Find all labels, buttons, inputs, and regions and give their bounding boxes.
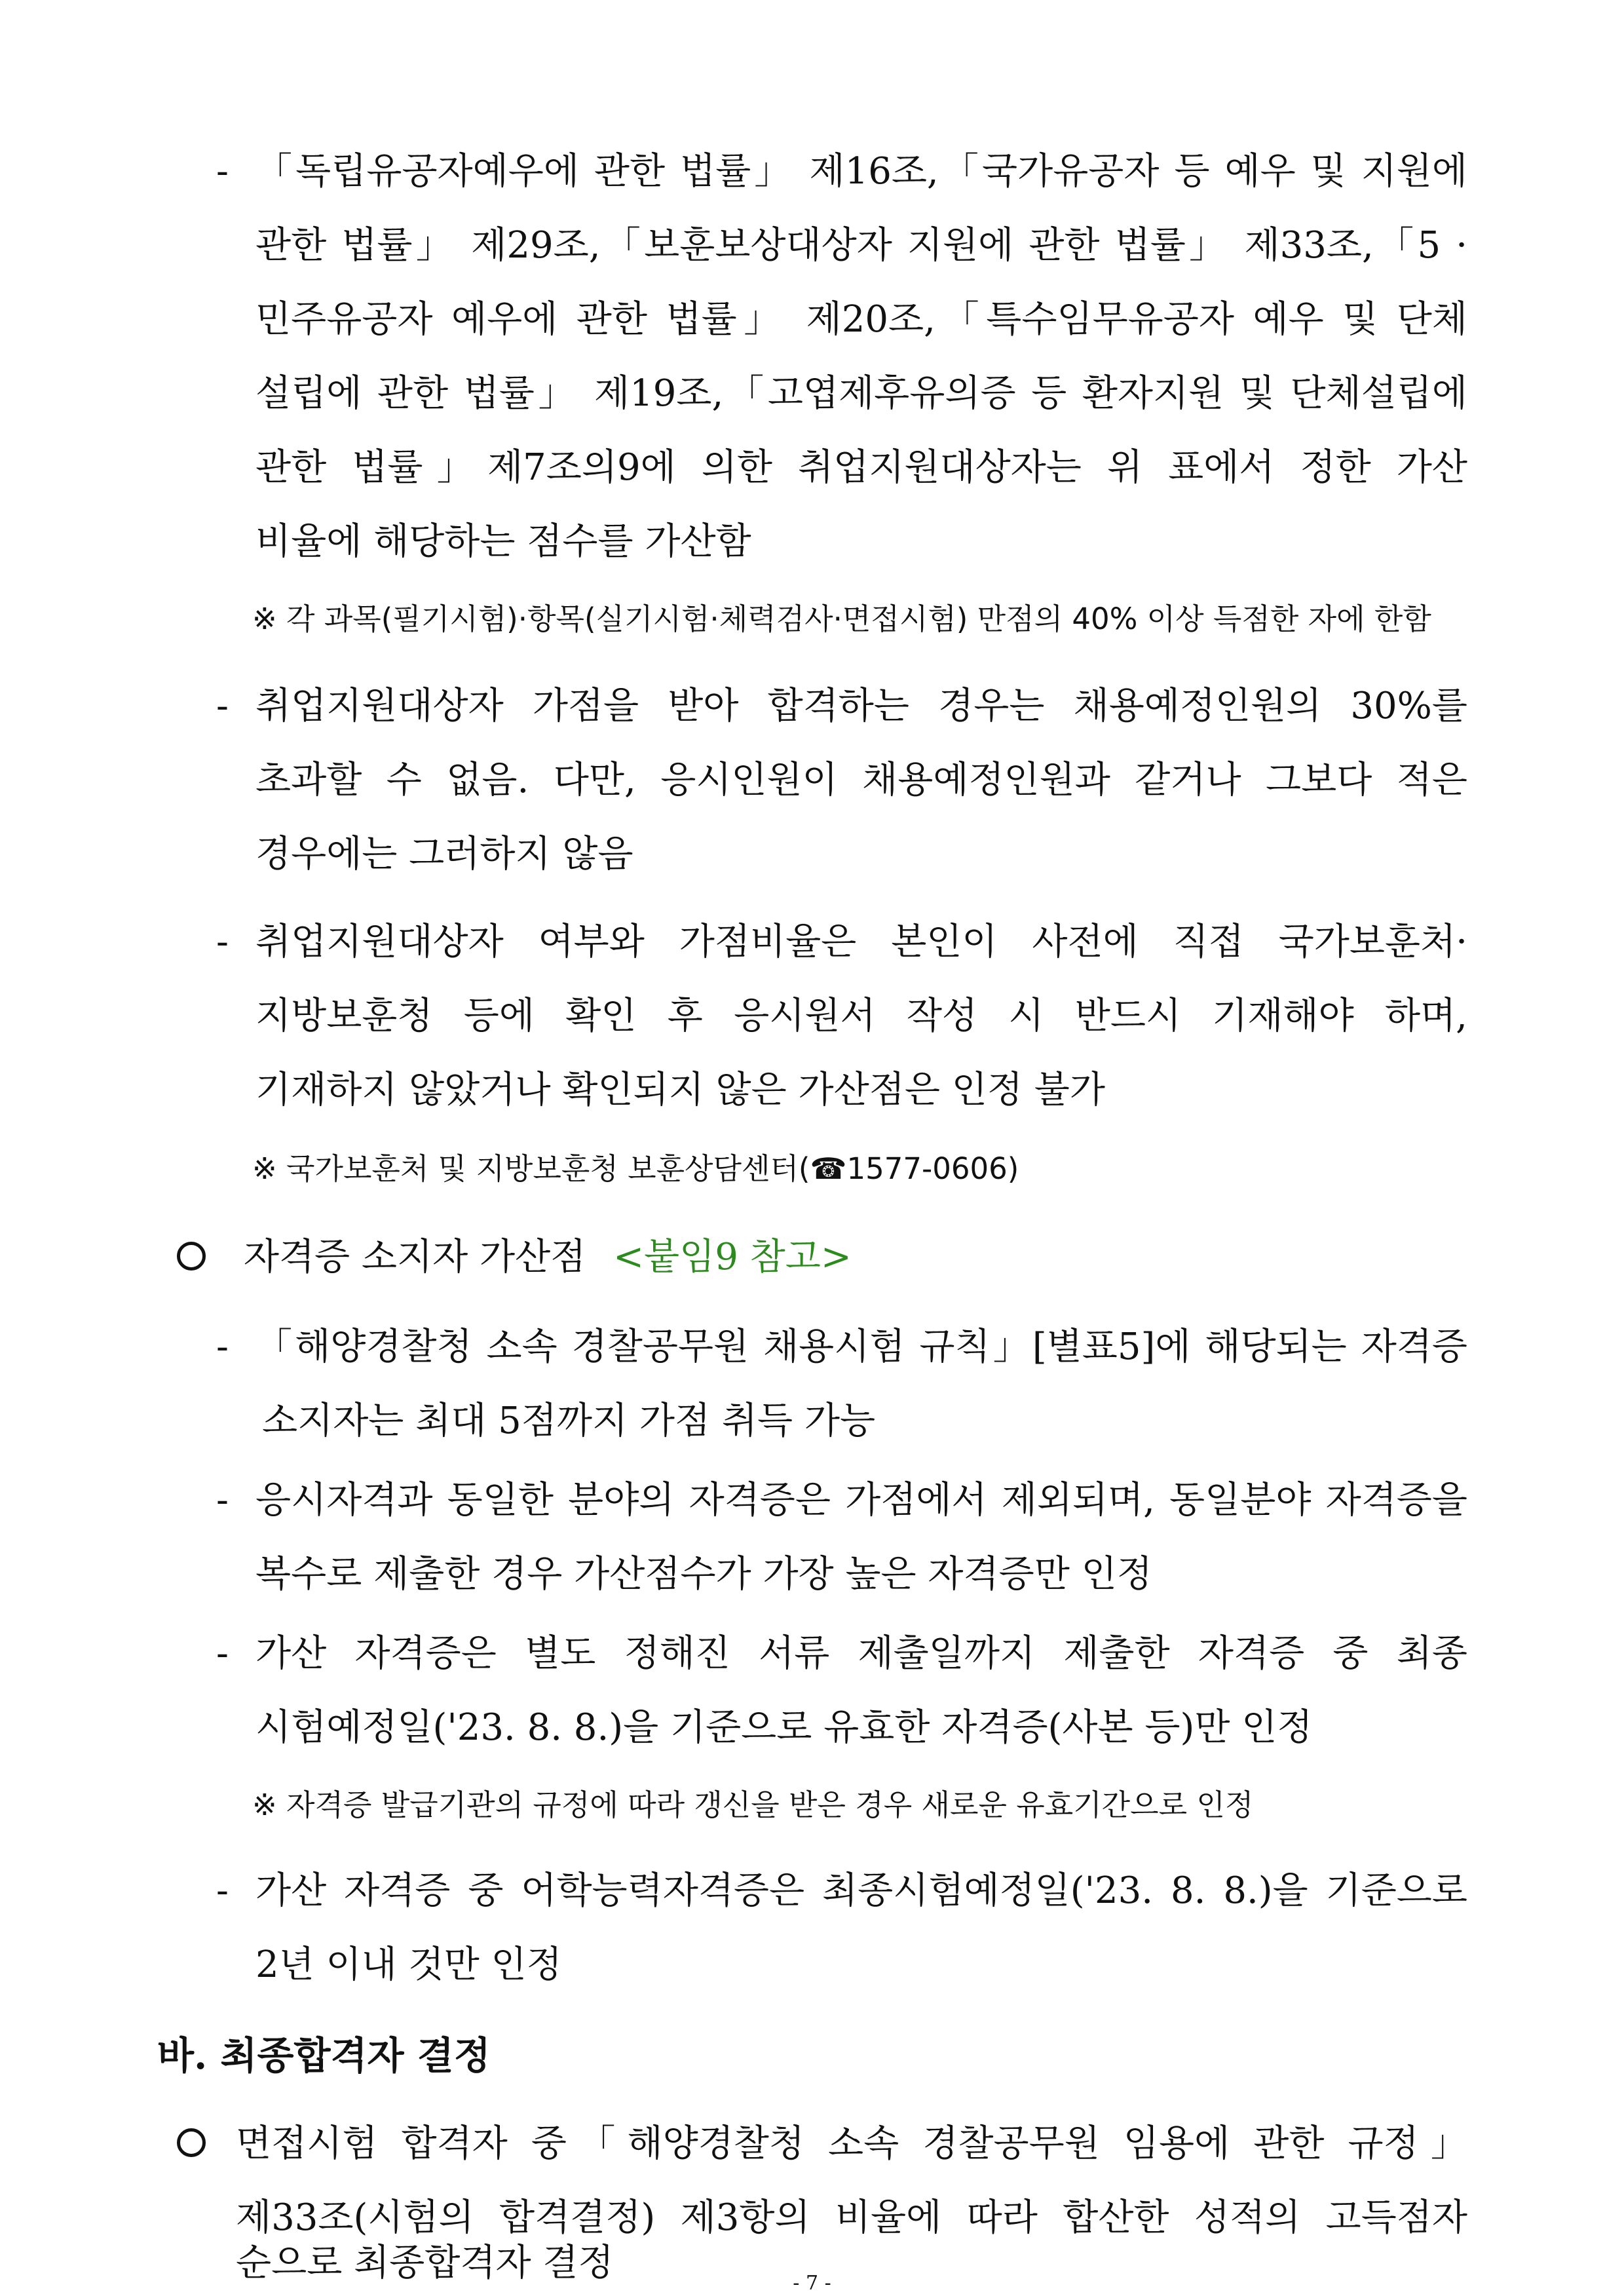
text-line: 가산 자격증 중 어학능력자격증은 최종시험예정일('23. 8. 8.)을 기준으로: [255, 1869, 1467, 1912]
circle-bullet-icon: [177, 1242, 206, 1271]
circle-bullet-icon: [177, 2128, 206, 2157]
text-line: 비율에 해당하는 점수를 가산함: [255, 520, 751, 563]
text-line: 취업지원대상자 여부와 가점비율은 본인이 사전에 직접 국가보훈처·: [255, 921, 1467, 963]
text-line: 제33조(시험의 합격결정) 제3항의 비율에 따라 합산한 성적의 고득점자: [236, 2196, 1467, 2239]
text-line: 순으로 최종합격자 결정: [236, 2242, 614, 2284]
text-line: 면접시험 합격자 중「해양경찰청 소속 경찰공무원 임용에 관한 규정」: [236, 2122, 1467, 2165]
text-line: 「해양경찰청 소속 경찰공무원 채용시험 규칙」[별표5]에 해당되는 자격증: [255, 1326, 1467, 1368]
attachment-reference: <붙임9 참고>: [613, 1236, 852, 1278]
dash-marker: -: [216, 1479, 229, 1521]
dash-marker: -: [216, 921, 229, 963]
text-line: 「독립유공자예우에 관한 법률」 제16조,「국가유공자 등 예우 및 지원에: [255, 150, 1467, 193]
text-line: 복수로 제출한 경우 가산점수가 가장 높은 자격증만 인정: [255, 1553, 1152, 1596]
text-line: 취업지원대상자 가점을 받아 합격하는 경우는 채용예정인원의 30%를: [255, 685, 1467, 727]
text-line: 2년 이내 것만 인정: [255, 1943, 562, 1986]
text-line: 관한 법률」제7조의9에 의한 취업지원대상자는 위 표에서 정한 가산: [255, 446, 1467, 489]
section-heading: 바. 최종합격자 결정: [157, 2033, 491, 2078]
text-line: 가산 자격증은 별도 정해진 서류 제출일까지 제출한 자격증 중 최종: [255, 1632, 1467, 1675]
text-line: 경우에는 그러하지 않음: [255, 833, 633, 875]
section-license-heading: [177, 1234, 852, 1281]
note: ※ 자격증 발급기관의 규정에 따라 갱신을 받은 경우 새로운 유효기간으로 인정: [252, 1788, 1254, 1822]
note: ※ 각 과목(필기시험)·항목(실기시험·체력검사·면접시험) 만점의 40% 이상 득점한 자에 한함: [252, 602, 1431, 636]
text-line: 초과할 수 없음. 다만, 응시인원이 채용예정인원과 같거나 그보다 적은: [255, 759, 1467, 801]
text-line: 기재하지 않았거나 확인되지 않은 가산점은 인정 불가: [255, 1069, 1105, 1111]
text-line: 시험예정일('23. 8. 8.)을 기준으로 유효한 자격증(사본 등)만 인정: [255, 1706, 1313, 1749]
dash-marker: -: [216, 150, 229, 193]
final-first-line: [177, 2120, 206, 2168]
dash-marker: -: [216, 685, 229, 727]
note: ※ 국가보훈처 및 지방보훈청 보훈상담센터(☎1577-0606): [252, 1151, 1019, 1186]
text-line: 지방보훈청 등에 확인 후 응시원서 작성 시 반드시 기재해야 하며,: [255, 995, 1467, 1037]
text-line: 응시자격과 동일한 분야의 자격증은 가점에서 제외되며, 동일분야 자격증을: [255, 1479, 1467, 1521]
text-line: 소지자는 최대 5점까지 가점 취득 가능: [262, 1400, 876, 1442]
section-title: 자격증 소지자 가산점: [243, 1236, 586, 1278]
text-line: 관한 법률」 제29조,「보훈보상대상자 지원에 관한 법률」 제33조,「5 ·: [255, 224, 1467, 267]
page-number: - 7 -: [793, 2272, 831, 2295]
dash-marker: -: [216, 1632, 229, 1675]
dash-marker: -: [216, 1326, 229, 1368]
dash-marker: -: [216, 1869, 229, 1912]
text-line: 민주유공자 예우에 관한 법률」 제20조,「특수임무유공자 예우 및 단체: [255, 298, 1467, 341]
text-line: 설립에 관한 법률」 제19조,「고엽제후유의증 등 환자지원 및 단체설립에: [255, 372, 1467, 415]
